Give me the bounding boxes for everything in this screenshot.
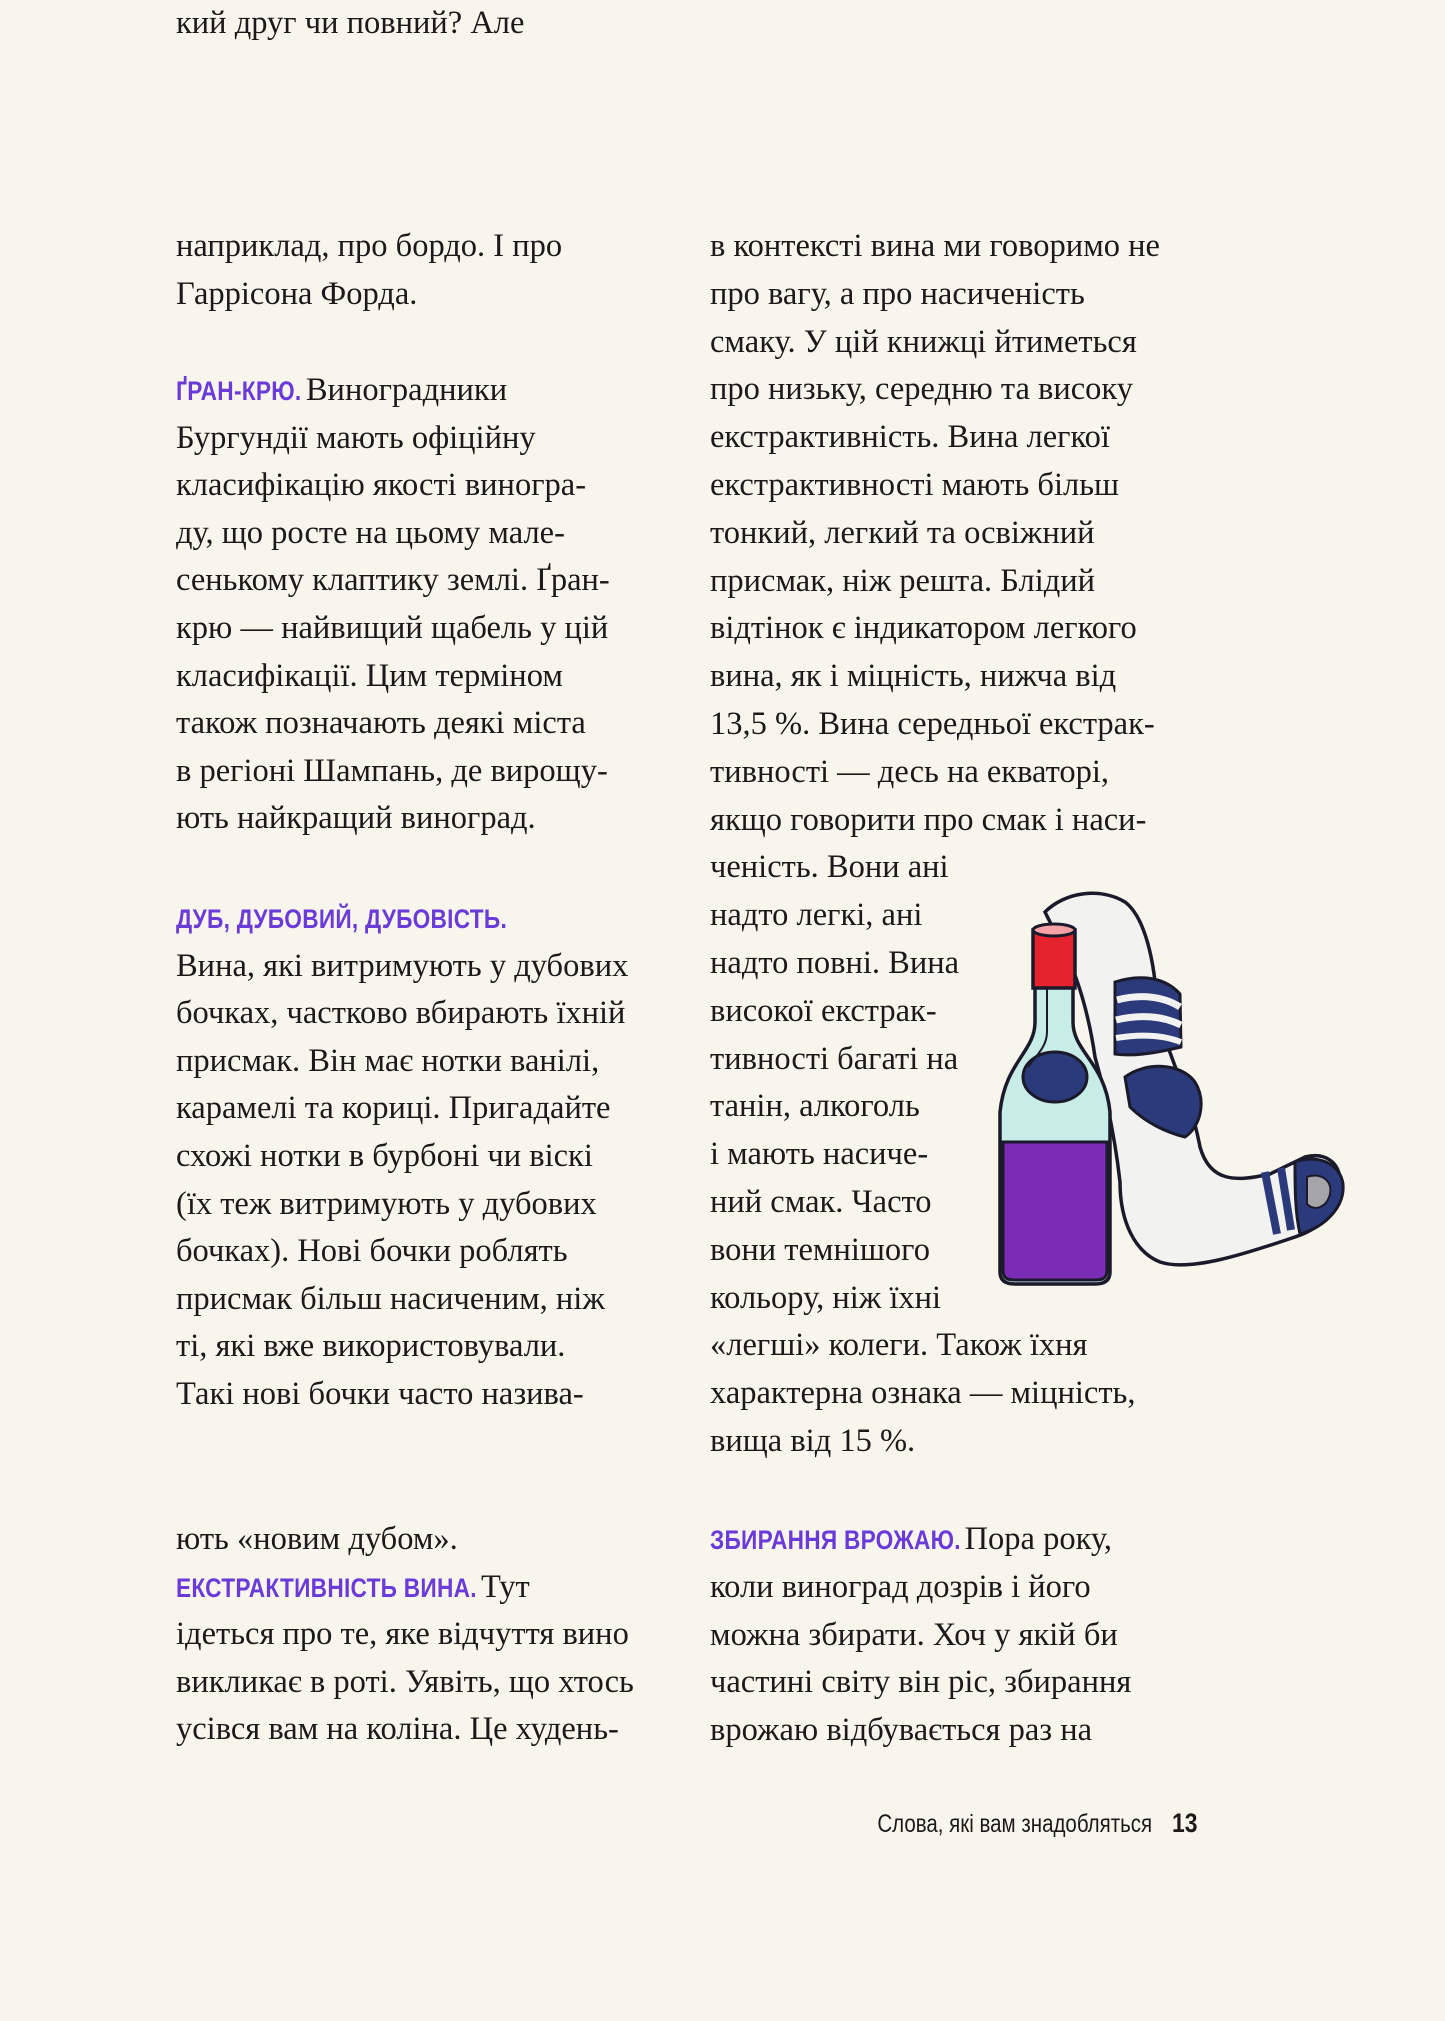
text-line	[176, 700, 586, 748]
text-line	[176, 895, 507, 944]
text-line	[710, 462, 1119, 510]
body-text: надто легкі, ані	[710, 897, 923, 934]
body-text: Вина, які витримують у дубових	[176, 947, 629, 984]
body-text: «легші» колеги. Також їхня	[710, 1327, 1088, 1364]
text-line	[176, 1371, 584, 1419]
wine-bottle-with-sock-icon	[995, 882, 1365, 1292]
body-text: (їх теж витримують у дубових	[176, 1185, 597, 1222]
body-text: бочках). Нові бочки роблять	[176, 1233, 568, 1270]
text-line	[710, 319, 1137, 367]
body-text: в регіоні Шампань, де вирощу-	[176, 752, 608, 789]
text-line	[710, 988, 937, 1036]
text-line	[176, 795, 536, 843]
text-line	[710, 605, 1137, 653]
body-text: відтінок є індикатором легкого	[710, 610, 1137, 647]
body-text: танін, алкоголь	[710, 1088, 920, 1125]
text-line	[176, 1706, 619, 1754]
body-text: наприклад, про бордо. І про	[176, 228, 563, 264]
body-text: вища від 15 %.	[710, 1423, 916, 1459]
text-line	[176, 943, 628, 991]
text-line	[710, 1227, 930, 1275]
text-line	[710, 414, 1110, 462]
body-text: ченість. Вони ані	[710, 849, 949, 886]
text-line	[176, 990, 625, 1038]
body-text: і мають насиче-	[710, 1136, 929, 1173]
body-text: присмак. Він має нотки ванілі,	[176, 1042, 600, 1079]
text-line	[710, 892, 922, 940]
text-line	[176, 0, 524, 48]
body-text: ду, що росте на цьому мале-	[176, 514, 565, 551]
text-line	[710, 701, 1155, 749]
body-text: вина, як і міцність, нижча від	[710, 658, 1117, 695]
body-text: ний смак. Часто	[710, 1184, 932, 1220]
text-line	[176, 605, 608, 653]
text-line	[710, 1612, 1118, 1660]
text-line	[710, 940, 959, 988]
text-line	[176, 1516, 458, 1564]
body-text: тивності — десь на екваторі,	[710, 753, 1110, 790]
bottle-wine	[1003, 1142, 1107, 1280]
text-line	[710, 1564, 1091, 1612]
body-text: крю — найвищий щабель у цій	[176, 610, 609, 646]
text-line	[710, 844, 949, 892]
text-line	[176, 367, 507, 416]
body-text: Тут	[472, 1568, 530, 1605]
body-text: присмак більш насиченим, ніж	[176, 1280, 605, 1317]
glossary-term: ҐРАН-КРЮ.	[176, 376, 302, 406]
text-line	[176, 1038, 599, 1086]
text-line	[176, 1181, 597, 1229]
body-text: Пора року,	[956, 1521, 1113, 1557]
body-text: схожі нотки в бурбоні чи віскі	[176, 1138, 593, 1174]
body-text: високої екстрак-	[710, 992, 937, 1029]
text-line	[710, 1036, 958, 1084]
text-line	[710, 558, 1095, 606]
text-line	[710, 1322, 1087, 1370]
body-text: кольору, ніж їхні	[710, 1279, 942, 1316]
body-text: надто повні. Вина	[710, 945, 960, 981]
text-line	[710, 797, 1146, 845]
text-line	[176, 462, 586, 510]
text-line	[176, 748, 608, 796]
text-line	[176, 1564, 530, 1613]
bottle-cap-top	[1033, 924, 1075, 936]
text-line	[176, 557, 610, 605]
body-text: ті, які вже використовували.	[176, 1328, 566, 1365]
body-text: коли виноград дозрів і його	[710, 1568, 1091, 1605]
text-line	[176, 1085, 610, 1133]
body-text: характерна ознака — міцність,	[710, 1375, 1136, 1412]
body-text: тонкий, легкий та освіжний	[710, 514, 1095, 551]
text-line	[710, 1707, 1092, 1755]
body-text: усівся вам на коліна. Це худень-	[176, 1711, 619, 1748]
text-line	[176, 415, 536, 463]
bottle-cap	[1033, 930, 1075, 988]
text-line	[176, 510, 565, 558]
text-line	[176, 271, 417, 319]
text-line	[710, 653, 1116, 701]
body-text: Такі нові бочки часто назива-	[176, 1376, 584, 1412]
body-text: вони темнішого	[710, 1231, 930, 1268]
body-text: бочках, частково вбирають їхній	[176, 995, 626, 1032]
text-line	[176, 1276, 605, 1324]
text-line	[710, 1275, 941, 1323]
body-text: класифікацію якості виногра-	[176, 467, 587, 504]
text-line	[710, 1418, 915, 1466]
glossary-term: ДУБ, ДУБОВИЙ, ДУБОВІСТЬ.	[176, 904, 507, 934]
running-title: Слова, які вам знадобляться	[877, 1810, 1152, 1838]
glossary-term: ЗБИРАННЯ ВРОЖАЮ.	[710, 1525, 961, 1555]
text-line	[710, 1659, 1131, 1707]
text-line	[710, 271, 1085, 319]
body-text: врожаю відбувається раз на	[710, 1712, 1093, 1749]
sock-toe-patch	[1307, 1176, 1330, 1208]
text-line	[176, 1323, 565, 1371]
body-text: Бургундії мають офіційну	[176, 419, 536, 456]
text-line	[710, 1179, 932, 1227]
body-text: смаку. У цій книжці йтиметься	[710, 323, 1137, 360]
text-line	[710, 749, 1109, 797]
text-line	[710, 1370, 1135, 1418]
text-line	[710, 1083, 920, 1131]
body-text: тивності багаті на	[710, 1040, 959, 1077]
text-line	[710, 223, 1160, 271]
body-text: екстрактивність. Вина легкої	[710, 419, 1110, 456]
body-text: Виноградники	[297, 372, 508, 408]
body-text: екстрактивності мають більш	[710, 467, 1120, 503]
text-line	[710, 1131, 928, 1179]
text-line	[176, 223, 562, 271]
body-text: якщо говорити про смак і наси-	[710, 801, 1147, 838]
glossary-term: ЕКСТРАКТИВНІСТЬ ВИНА.	[176, 1572, 477, 1603]
body-text: кий друг чи повний? Але	[176, 5, 525, 41]
body-text: викликає в роті. Уявіть, що хтось	[176, 1663, 634, 1700]
body-text: сенькому клаптику землі. Ґран-	[176, 562, 610, 599]
body-text: також позначають деякі міста	[176, 705, 586, 742]
body-text: Гаррісона Форда.	[176, 275, 418, 312]
text-line	[176, 1228, 568, 1276]
text-line	[176, 1133, 593, 1181]
text-line	[176, 653, 563, 701]
body-text: 13,5 %. Вина середньої екстрак-	[710, 706, 1155, 742]
text-line	[176, 1611, 629, 1659]
body-text: ідеться про те, яке відчуття вино	[176, 1616, 629, 1653]
page-number: 13	[1172, 1808, 1198, 1838]
text-line	[710, 1516, 1112, 1565]
body-text: частині світу він ріс, збирання	[710, 1664, 1132, 1701]
body-text: ють «новим дубом».	[176, 1521, 458, 1557]
body-text: про низьку, середню та високу	[710, 371, 1134, 408]
text-line	[710, 366, 1133, 414]
body-text: ють найкращий виноград.	[176, 800, 536, 837]
body-text: присмак, ніж решта. Блідий	[710, 562, 1096, 599]
body-text: класифікації. Цим терміном	[176, 657, 563, 694]
body-text: в контексті вина ми говоримо не	[710, 228, 1160, 264]
text-line	[710, 510, 1095, 558]
body-text: карамелі та кориці. Пригадайте	[176, 1090, 611, 1127]
body-text: про вагу, а про насиченість	[710, 275, 1085, 312]
body-text: можна збирати. Хоч у якій би	[710, 1616, 1118, 1653]
text-line	[176, 1659, 634, 1707]
